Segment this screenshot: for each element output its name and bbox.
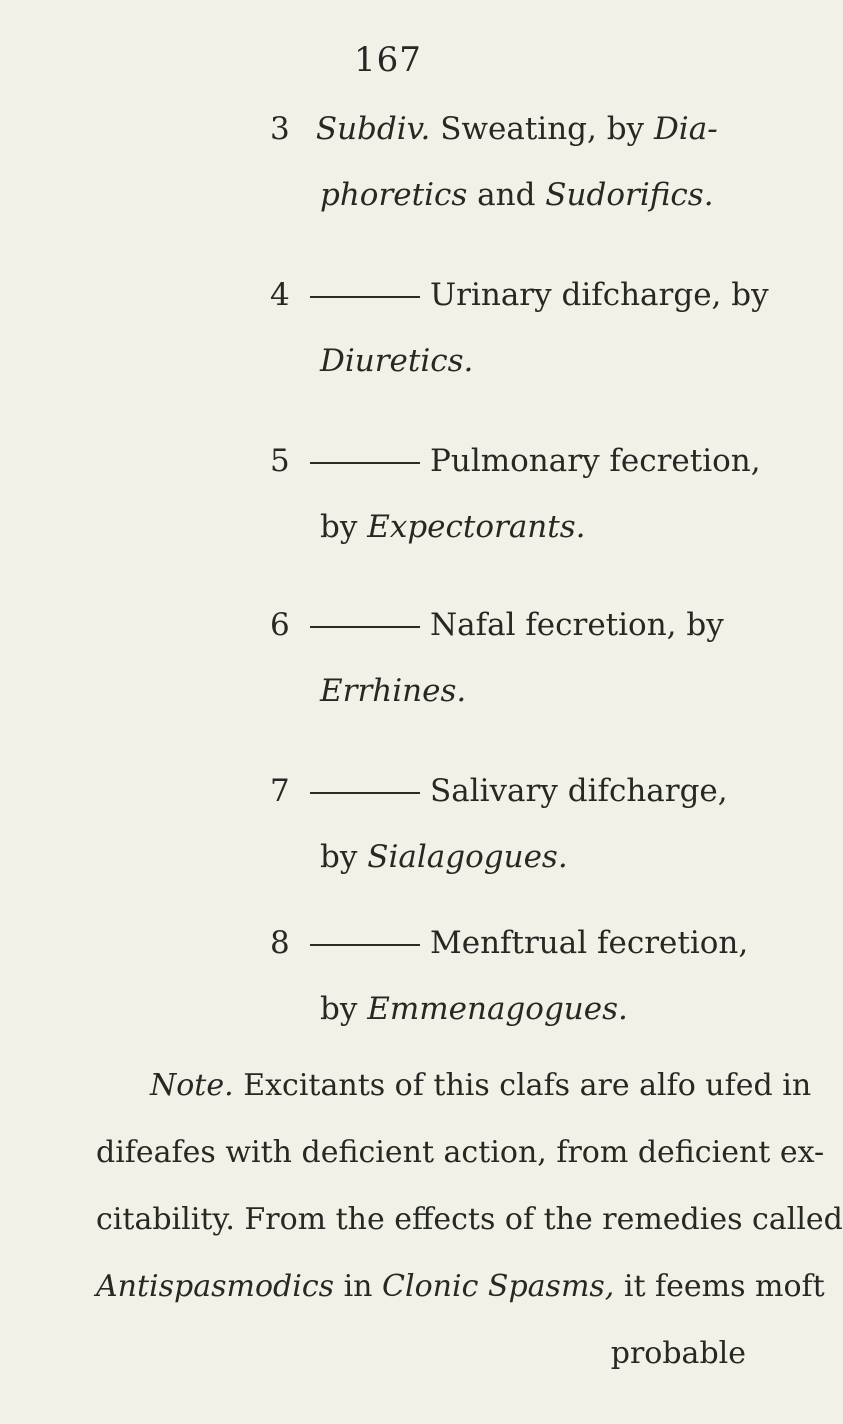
entry-lead: Subdiv. (315, 111, 431, 147)
entry-number: 6 (270, 607, 290, 643)
entry-5 (270, 428, 761, 560)
entry-term: Expectorants. (367, 509, 586, 545)
entry-number: 4 (270, 277, 290, 313)
entry-text: by (320, 509, 358, 545)
entry-number: 3 (270, 111, 290, 147)
note-line: it feems moft (623, 1269, 825, 1304)
note-line: difeafes with deficient action, from deficient ex- (96, 1135, 825, 1170)
note-line: in (343, 1269, 373, 1304)
ditto-dash (310, 792, 420, 794)
note-line: probable (610, 1336, 746, 1371)
entry-number: 5 (270, 443, 290, 479)
entry-term: Errhines. (320, 673, 467, 709)
entry-text: Pulmonary fecretion, (430, 443, 761, 479)
ditto-dash (310, 626, 420, 628)
entry-4 (270, 262, 769, 394)
note-term: Antispasmodics (96, 1269, 335, 1304)
note-term: Clonic Spasms, (382, 1269, 615, 1304)
ditto-dash (310, 462, 420, 464)
entry-text: Urinary difcharge, by (430, 277, 769, 313)
entry-number: 7 (270, 773, 290, 809)
note-line: citability. From the effects of the remedies called (96, 1202, 843, 1237)
note-line: Excitants of this clafs are alfo ufed in (243, 1068, 812, 1103)
ditto-dash (310, 944, 420, 946)
entry-6 (270, 592, 750, 724)
entry-text: by (320, 991, 358, 1027)
entry-7 (270, 758, 750, 890)
entry-text: Sweating, by (440, 111, 645, 147)
entry-term: Sialagogues. (367, 839, 568, 875)
entry-text: Salivary difcharge, (430, 773, 728, 809)
entry-text: by (320, 839, 358, 875)
entry-text: and (477, 177, 536, 213)
ditto-dash (310, 296, 420, 298)
entry-text: Nafal fecretion, by (430, 607, 724, 643)
entry-8 (270, 910, 750, 1042)
page-number: 167 (354, 40, 422, 80)
note-label: Note. (150, 1068, 234, 1103)
entry-text: Menftrual fecretion, (430, 925, 749, 961)
entry-number: 8 (270, 925, 290, 961)
entry-term: Dia- (653, 111, 718, 147)
entry-term: Sudorifics. (545, 177, 714, 213)
entry-term: Diuretics. (320, 343, 474, 379)
entry-term: Emmenagogues. (367, 991, 628, 1027)
note-paragraph (96, 1052, 843, 1387)
entry-term: phoretics (320, 177, 468, 213)
entry-3 (270, 96, 750, 228)
